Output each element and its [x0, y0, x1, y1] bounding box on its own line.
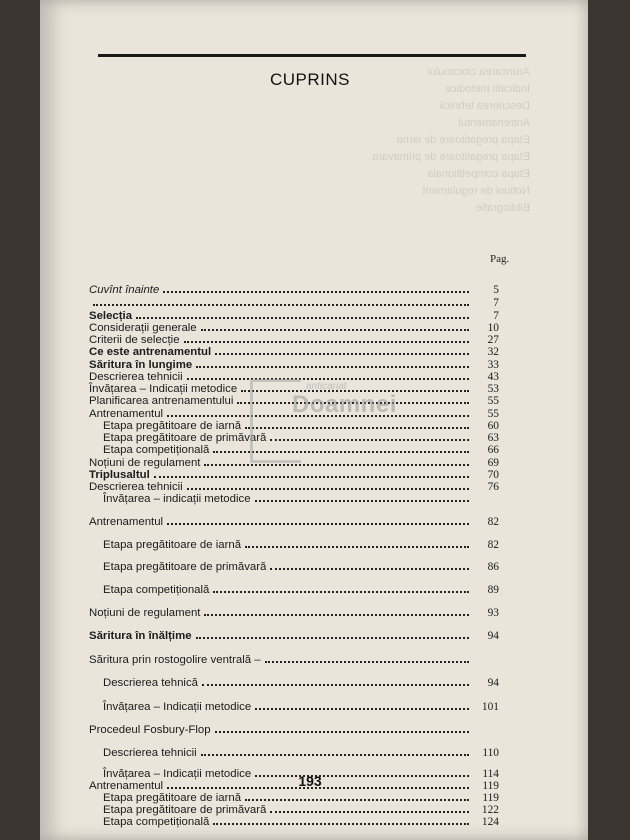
- toc-entry-label: Cuvînt înainte: [89, 284, 160, 296]
- toc-page-number: 60: [487, 420, 499, 432]
- toc-leader-dots: [201, 329, 469, 331]
- toc-entry: [89, 675, 499, 689]
- toc-entry-label: Învățarea – Indicații metodice: [103, 701, 252, 713]
- toc-leader-dots: [202, 684, 469, 686]
- header-rule: [98, 54, 526, 57]
- page-column-label: Pag.: [490, 253, 510, 265]
- toc-leader-dots: [154, 476, 469, 478]
- toc-entry: [89, 582, 499, 596]
- watermark-logo: [250, 375, 410, 455]
- toc-entry-label: Ce este antrenamentul: [89, 346, 212, 358]
- toc-leader-dots: [215, 731, 469, 733]
- toc-entry: [89, 344, 499, 358]
- toc-leader-dots: [204, 614, 469, 616]
- toc-entry: [89, 282, 499, 296]
- bleed-line: Bibliografie: [475, 202, 530, 214]
- toc-page-number: 93: [487, 607, 499, 619]
- toc-entry-label: Procedeul Fosbury-Flop: [89, 724, 211, 736]
- toc-entry: [89, 699, 499, 713]
- toc-entry-label: Învățarea – indicații metodice: [103, 493, 251, 505]
- toc-entry-label: Antrenamentul: [89, 516, 164, 528]
- toc-entry-label: Etapa competițională: [103, 816, 210, 828]
- toc-page-number: 110: [482, 747, 499, 759]
- toc-page-number: 94: [487, 677, 499, 689]
- toc-page-number: 33: [487, 359, 499, 371]
- toc-entry-label: Învățarea – Indicații metodice: [89, 383, 238, 395]
- toc-page-number: 124: [481, 816, 499, 828]
- toc-page-number: 27: [487, 334, 499, 346]
- toc-entry: [89, 722, 499, 736]
- toc-entry-label: Noțiuni de regulament: [89, 457, 201, 469]
- toc-entry: [89, 745, 499, 759]
- toc-entry-label: Etapa pregătitoare de iarnă: [103, 420, 242, 432]
- toc-page-number: 119: [482, 780, 499, 792]
- toc-entry-label: Etapa pregătitoare de iarnă: [103, 539, 242, 551]
- toc-page-number: 122: [481, 804, 499, 816]
- toc-entry-label: Antrenamentul: [89, 780, 164, 792]
- toc-entry-label: Selecția: [89, 310, 133, 322]
- toc-page-number: 70: [487, 469, 499, 481]
- toc-entry: [89, 514, 499, 528]
- bleed-line: Notiuni de regulament: [422, 185, 530, 197]
- toc-page-number: 66: [487, 444, 499, 456]
- toc-entry-label: Triplusaltul: [89, 469, 150, 481]
- toc-page-number: 119: [482, 792, 499, 804]
- toc-entry-label: Săritura în lungime: [89, 359, 193, 371]
- toc-page-number: 82: [487, 516, 499, 528]
- toc-entry: [89, 628, 499, 642]
- toc-leader-dots: [163, 291, 469, 293]
- toc-leader-dots: [270, 568, 469, 570]
- toc-entry-label: Etapa pregătitoare de iarnă: [103, 792, 242, 804]
- toc-page-number: 7: [493, 297, 499, 309]
- toc-page-number: 101: [481, 701, 499, 713]
- toc-entry-label: Criterii de selecție: [89, 334, 180, 346]
- toc-page-number: 114: [482, 768, 499, 780]
- toc-entry: [89, 295, 499, 309]
- toc-leader-dots: [213, 823, 469, 825]
- bleed-line: Etapa pregatitoare de primavara: [372, 151, 530, 163]
- bleed-through-text: [370, 64, 530, 217]
- bleed-line: Indicatii metodice: [445, 83, 530, 95]
- toc-entry: [89, 814, 499, 828]
- toc-leader-dots: [245, 546, 469, 548]
- toc-entry-label: Etapa pregătitoare de primăvară: [103, 804, 267, 816]
- bleed-line: Etapa pregatitoare de iarna: [396, 134, 530, 146]
- toc-entry-label: Etapa competițională: [103, 444, 210, 456]
- toc-page-number: 82: [487, 539, 499, 551]
- bleed-line: Etapa competitionala: [427, 168, 530, 180]
- toc-leader-dots: [93, 304, 469, 306]
- toc-entry: [89, 605, 499, 619]
- toc-leader-dots: [215, 353, 469, 355]
- toc-entry-label: Etapa pregătitoare de primăvară: [103, 432, 267, 444]
- toc-page-number: 86: [487, 561, 499, 573]
- toc-leader-dots: [255, 500, 469, 502]
- toc-leader-dots: [196, 637, 469, 639]
- toc-leader-dots: [201, 754, 469, 756]
- bleed-line: Aruncarea ciocanului: [427, 66, 530, 78]
- toc-page-number: 76: [487, 481, 499, 493]
- toc-entry-label: Considerații generale: [89, 322, 197, 334]
- toc-leader-dots: [204, 464, 469, 466]
- watermark-small-text: anticariat: [306, 381, 347, 392]
- toc-entry-label: Săritura prin rostogolire ventrală –: [89, 654, 261, 666]
- toc-entry-label: Descrierea tehnicii: [89, 481, 183, 493]
- toc-entry-label: Etapa competițională: [103, 584, 210, 596]
- toc-leader-dots: [187, 488, 469, 490]
- toc-entry-label: Săritura în înălțime: [89, 630, 192, 642]
- toc-page-number: 94: [487, 630, 499, 642]
- page-title: CUPRINS: [269, 70, 350, 89]
- bleed-line: Descrierea tehnicii: [439, 100, 530, 112]
- toc-page-number: 5: [493, 284, 499, 296]
- toc-page-number: 69: [487, 457, 499, 469]
- toc-page-number: 32: [487, 346, 499, 358]
- toc-leader-dots: [184, 341, 469, 343]
- toc-entry-label: Descrierea tehnică: [103, 677, 198, 689]
- toc-entry: [89, 491, 499, 505]
- toc-entry-label: Învățarea – Indicații metodice: [103, 768, 252, 780]
- toc-entry: [89, 652, 499, 666]
- toc-leader-dots: [167, 523, 469, 525]
- toc-page-number: 55: [487, 395, 499, 407]
- toc-leader-dots: [136, 317, 469, 319]
- watermark-big-text: Doamnei: [292, 391, 397, 418]
- page-number: 193: [298, 773, 322, 789]
- toc-leader-dots: [270, 811, 469, 813]
- toc-page-number: 10: [487, 322, 499, 334]
- toc-entry-label: Etapa pregătitoare de primăvară: [103, 561, 267, 573]
- toc-entry-label: Descrierea tehnicii: [103, 747, 197, 759]
- bleed-line: Antrenamentul: [458, 117, 530, 129]
- toc-page-number: 7: [493, 310, 499, 322]
- toc-page-number: 63: [487, 432, 499, 444]
- toc-leader-dots: [213, 591, 469, 593]
- toc-page-number: 43: [487, 371, 499, 383]
- toc-leader-dots: [245, 799, 469, 801]
- toc-entry-label: Planificarea antrenamentului: [89, 395, 234, 407]
- toc-leader-dots: [196, 366, 469, 368]
- toc-entry: [89, 559, 499, 573]
- toc-entry-label: Antrenamentul: [89, 408, 164, 420]
- toc-entry-label: Noțiuni de regulament: [89, 607, 201, 619]
- toc-page-number: 89: [487, 584, 499, 596]
- toc-page-number: 55: [487, 408, 499, 420]
- toc-entry: [89, 537, 499, 551]
- toc-leader-dots: [265, 661, 469, 663]
- toc-entry-label: Descrierea tehnicii: [89, 371, 183, 383]
- toc-page-number: 53: [487, 383, 499, 395]
- toc-leader-dots: [255, 708, 469, 710]
